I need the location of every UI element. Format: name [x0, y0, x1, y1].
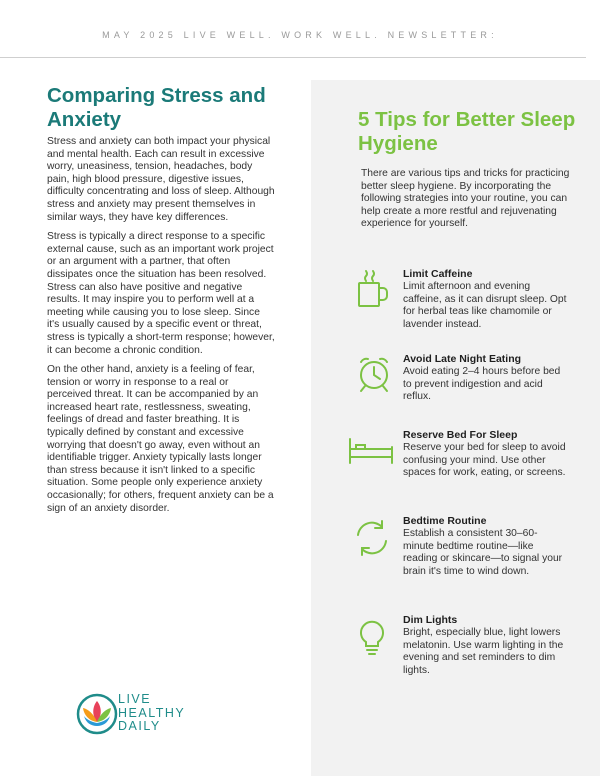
sidebar-title: 5 Tips for Better Sleep Hygiene [358, 108, 576, 155]
tip-text: Bright, especially blue, light lowers melatonin. Use warm lighting in the evening and set reminders to dim lights. [403, 627, 564, 676]
article-title: Comparing Stress and Anxiety [47, 84, 266, 131]
tip-title: Bedtime Routine [403, 515, 487, 527]
sidebar-intro: There are various tips and tricks for practicing better sleep hygiene. By incorporating the following strategies into your routine, you can help create a more restful and rejuvenating experience for yourself. [361, 168, 570, 230]
bed-icon [346, 429, 398, 477]
cycle-arrows-icon [346, 515, 398, 563]
newsletter-masthead: MAY 2025 LIVE WELL. WORK WELL. NEWSLETTER: [102, 30, 498, 40]
article-paragraph: Stress and anxiety can both impact your physical and mental health. Each can result in excessive worry, uneasiness, tension, headaches, body pain, high blood pressure, digestive issues, difficulty concentrating and loss of sleep. Although stress and anxiety may present themselves in similar ways, they have key differences. [47, 136, 275, 223]
logo-wordmark [118, 693, 185, 734]
logo-line: LIVE [118, 692, 152, 706]
coffee-cup-icon [346, 268, 398, 316]
light-bulb-icon [346, 614, 398, 662]
live-healthy-daily-logo [75, 690, 205, 738]
logo-line: HEALTHY [118, 705, 186, 720]
lotus-logo-icon [75, 692, 119, 736]
article-paragraph: Stress is typically a direct response to a specific external cause, such as an important work project or an argument with a partner, that often dissipates once the situation has been resolved. Stress can also have positive and negative results. It may inspire you to perform well at a meeting while causing you to lose sleep. Since it's usually caused by a specific event or threat, stress is typically a short-term response; however, it can become a chronic condition. [47, 231, 275, 356]
tip-text: Establish a consistent 30–60-minute bedtime routine—like reading or skincare—to signal your brain it's time to wind down. [403, 528, 563, 577]
header-divider [0, 57, 586, 58]
tip-title: Dim Lights [403, 614, 458, 626]
tip-text: Reserve your bed for sleep to avoid confusing your mind. Use other spaces for work, eating, or screens. [403, 442, 566, 479]
article-paragraph: On the other hand, anxiety is a feeling of fear, tension or worry in response to a real or perceived threat. It can be accompanied by an increased heart rate, restlessness, sweating, feelings of dread and faster breathing. It is typically defined by constant and excessive worrying that doesn't go away, even without an identifiable trigger. Anxiety typically lasts longer than stress because it isn't linked to a specific situation. Some people only experience anxiety occasionally; for others, frequent anxiety can be a sign of an anxiety disorder. [47, 364, 274, 514]
tip-title: Reserve Bed For Sleep [403, 429, 518, 441]
tip-title: Limit Caffeine [403, 268, 473, 280]
tip-title: Avoid Late Night Eating [403, 353, 522, 365]
alarm-clock-icon [346, 353, 398, 401]
article-body [47, 136, 275, 522]
tip-text: Avoid eating 2–4 hours before bed to prevent indigestion and acid reflux. [403, 366, 561, 403]
logo-line: DAILY [118, 719, 161, 733]
tip-text: Limit afternoon and evening caffeine, as it can disrupt sleep. Opt for herbal teas like chamomile or lavender instead. [403, 281, 567, 330]
